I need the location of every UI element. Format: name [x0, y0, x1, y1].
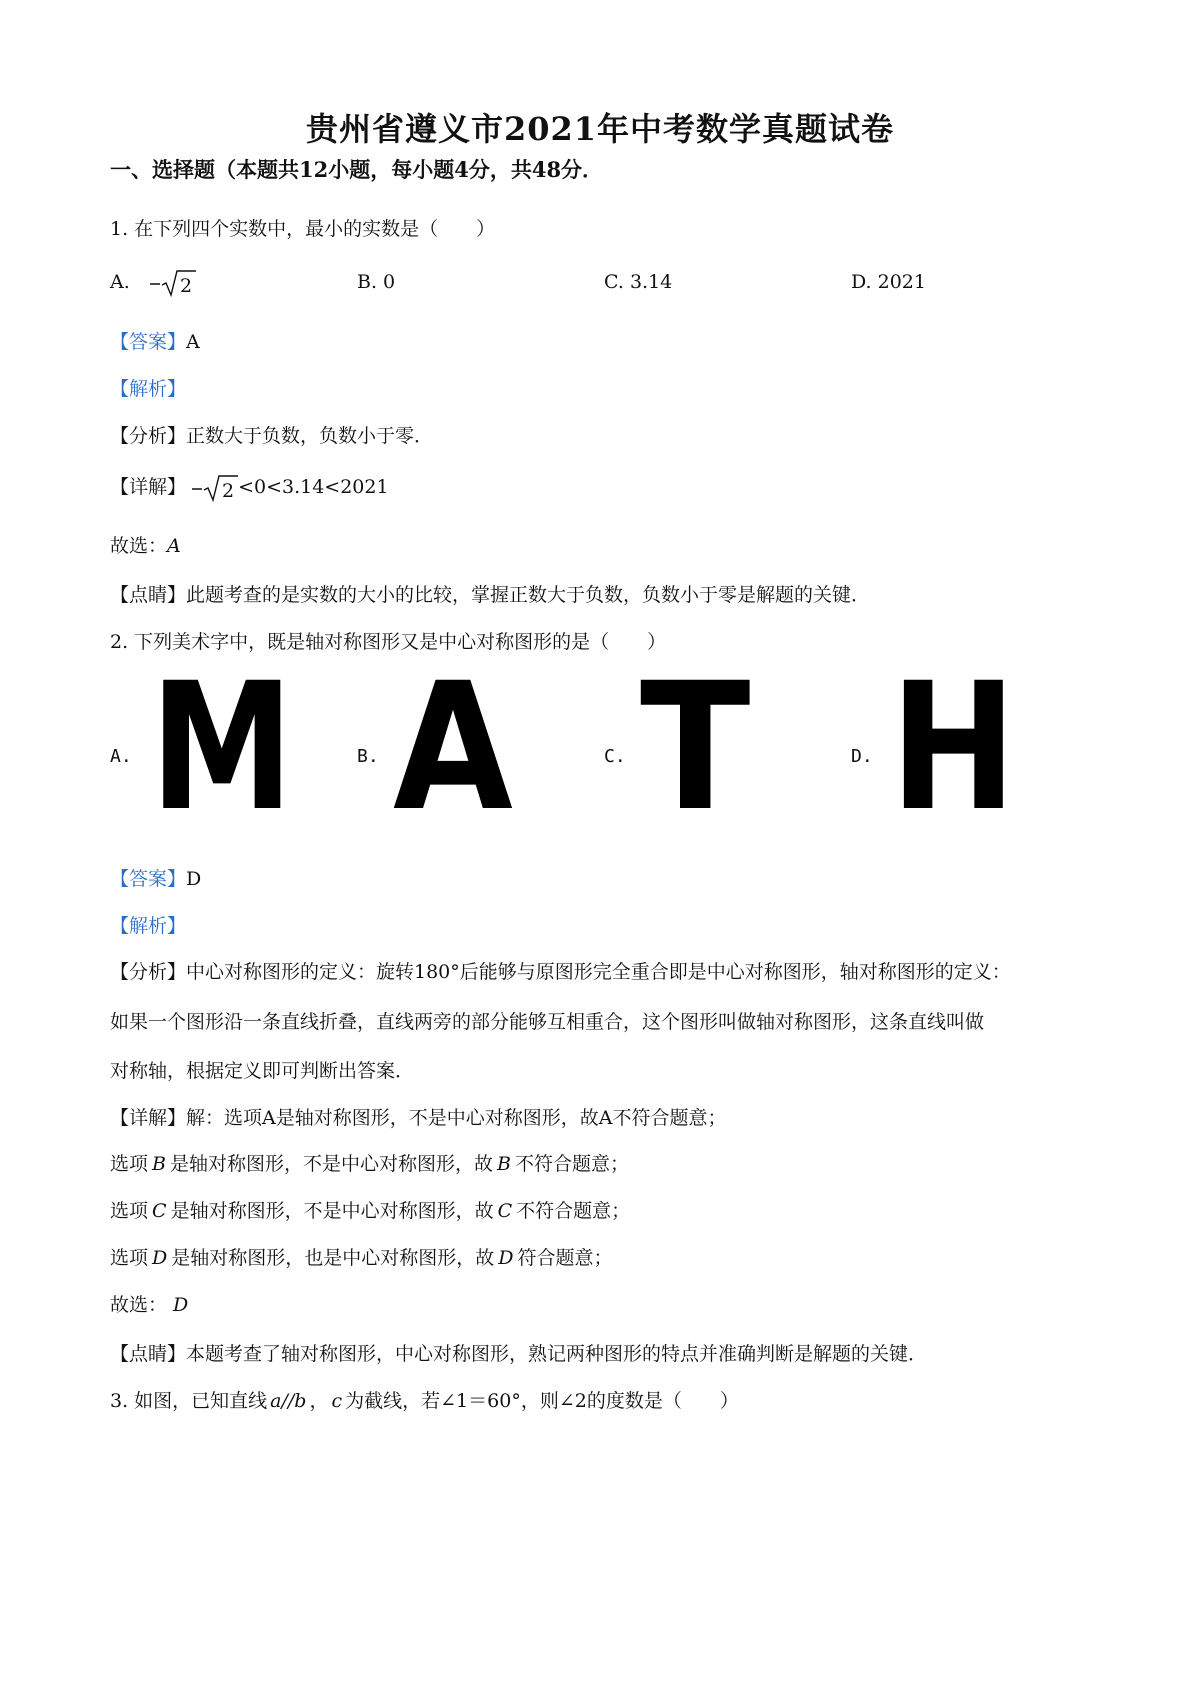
q2-analysis-tag: 【解析】	[110, 915, 187, 937]
answer-tag: 【答案】	[110, 331, 187, 353]
option-prefix: 选项	[110, 1153, 149, 1175]
q1-stem: 1. 在下列四个实数中，最小的实数是（ ）	[110, 218, 496, 240]
q2-option-a-label: A.	[110, 746, 132, 767]
q2-fenxi-line2: 如果一个图形沿一条直线折叠，直线两旁的部分能够互相重合，这个图形叫做轴对称图形，这条直线叫做	[110, 1011, 985, 1033]
q2-dianjing: 【点睛】本题考查了轴对称图形，中心对称图形，熟记两种图形的特点并准确判断是解题的关键．	[110, 1343, 928, 1365]
option-letter: B	[497, 1153, 511, 1175]
letter-t-image: T	[640, 645, 751, 850]
option-prefix: 选项	[110, 1200, 149, 1222]
letter-a-image: A	[393, 645, 513, 850]
q3-stem	[110, 1386, 739, 1413]
answer-value: A	[186, 331, 200, 353]
option-desc: 是轴对称图形，也是中心对称图形，故	[171, 1247, 495, 1269]
option-letter: C	[497, 1200, 513, 1222]
q2-guxuan	[110, 1290, 188, 1317]
q1-option-a	[110, 268, 196, 298]
section-heading: 一、选择题（本题共12小题，每小题4分，共48分．	[110, 157, 604, 182]
q1-guxuan	[110, 531, 181, 558]
q3-parallel-lines: a//b	[270, 1390, 307, 1412]
q3-stem-part: 3. 如图，已知直线	[110, 1390, 268, 1412]
option-letter: B	[152, 1153, 166, 1175]
guxuan-value: D	[173, 1294, 189, 1316]
option-desc: 是轴对称图形，不是中心对称图形，故	[170, 1200, 494, 1222]
q1-option-a-label: A.	[110, 271, 130, 293]
q3-transversal: c	[331, 1390, 343, 1412]
q1-answer	[110, 327, 200, 354]
q2-option-d-label: D.	[851, 746, 873, 767]
guxuan-label: 故选：	[110, 1294, 168, 1316]
option-desc: 是轴对称图形，不是中心对称图形，故	[169, 1153, 493, 1175]
xiangjie-tag: 【详解】	[110, 476, 187, 498]
answer-tag: 【答案】	[110, 868, 187, 890]
q1-dianjing: 【点睛】此题考查的是实数的大小的比较，掌握正数大于负数，负数小于零是解题的关键．	[110, 584, 871, 606]
option-verdict: 符合题意；	[517, 1247, 613, 1269]
svg-text:2: 2	[222, 480, 235, 502]
q2-option-b-label: B.	[357, 746, 379, 767]
guxuan-value: A	[167, 535, 181, 557]
neg-sqrt2-expression	[150, 271, 196, 297]
q2-xiangjie-line4	[110, 1243, 613, 1270]
q2-xiangjie-line1: 【详解】解：选项A是轴对称图形，不是中心对称图形，故A不符合题意；	[110, 1107, 727, 1129]
q2-fenxi-line3: 对称轴，根据定义即可判断出答案．	[110, 1060, 415, 1082]
guxuan-label: 故选：	[110, 535, 168, 557]
answer-value: D	[186, 868, 202, 890]
option-letter: D	[152, 1247, 168, 1269]
option-verdict: 不符合题意；	[516, 1200, 631, 1222]
option-letter: D	[498, 1247, 514, 1269]
q1-analysis-tag: 【解析】	[110, 378, 187, 400]
q2-option-c-label: C.	[604, 746, 626, 767]
q3-stem-part: 为截线，若∠1＝60°，则∠2的度数是（ ）	[345, 1390, 739, 1412]
option-verdict: 不符合题意；	[514, 1153, 629, 1175]
svg-text:2: 2	[179, 275, 192, 297]
neg-sqrt2-icon	[150, 268, 196, 298]
q1-option-c: C. 3.14	[604, 271, 673, 293]
q1-fenxi: 【分析】正数大于负数，负数小于零．	[110, 425, 434, 447]
q3-stem-part: ，	[309, 1390, 329, 1412]
page-title: 贵州省遵义市2021年中考数学真题试卷	[305, 110, 895, 148]
option-prefix: 选项	[110, 1247, 149, 1269]
q2-fenxi-line1: 【分析】中心对称图形的定义：旋转180°后能够与原图形完全重合即是中心对称图形，轴对称图形的定义：	[110, 961, 1011, 983]
q1-xiangjie	[110, 472, 389, 503]
xiangjie-expression: <0<3.14<2021	[238, 476, 389, 498]
letter-h-image: H	[890, 645, 1017, 850]
q1-option-d: D. 2021	[851, 271, 926, 293]
letter-m-image: M	[150, 645, 294, 850]
q1-option-b: B. 0	[357, 271, 396, 293]
neg-sqrt2-icon	[192, 473, 238, 503]
q2-answer	[110, 864, 201, 891]
q2-stem: 2. 下列美术字中，既是轴对称图形又是中心对称图形的是（ ）	[110, 631, 667, 653]
q2-xiangjie-line3	[110, 1196, 630, 1223]
q2-xiangjie-line2	[110, 1149, 629, 1176]
option-letter: C	[152, 1200, 167, 1222]
